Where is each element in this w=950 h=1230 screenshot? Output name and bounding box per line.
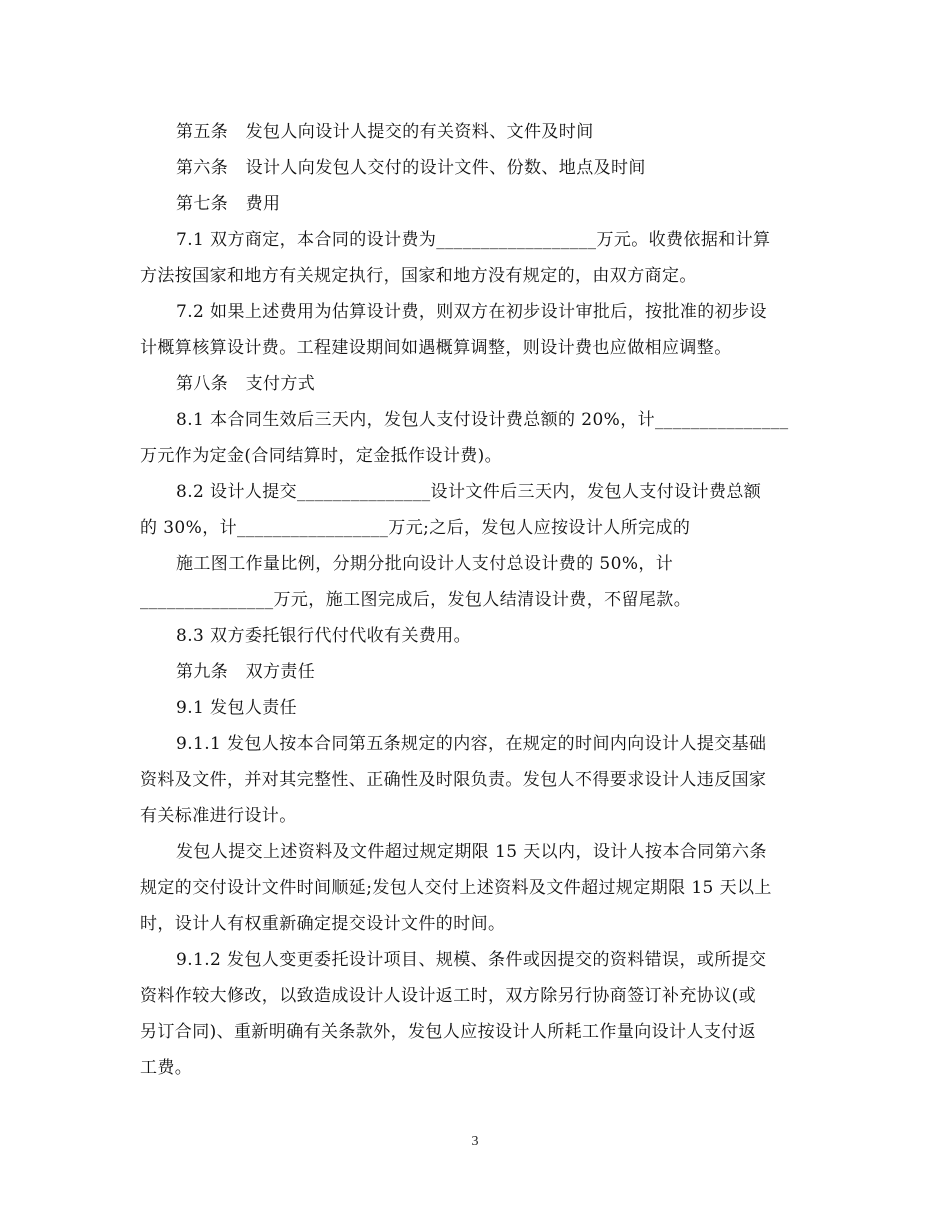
clause-9-1-heading: 9.1 发包人责任 — [176, 698, 298, 718]
paragraph-delay-line-1: 发包人提交上述资料及文件超过规定期限 15 天以内，设计人按本合同第六条 — [176, 842, 767, 862]
clause-7-1-line-1: 7.1 双方商定，本合同的设计费为__________________万元。收费依据和计算 — [176, 230, 771, 250]
clause-8-2-line-2: 的 30%，计_________________万元;之后，发包人应按设计人所完成的 — [140, 518, 691, 538]
clause-9-1-1-line-1: 9.1.1 发包人按本合同第五条规定的内容，在规定的时间内向设计人提交基础 — [176, 734, 767, 754]
document-body — [140, 114, 812, 1086]
article-8-heading: 第八条 支付方式 — [176, 374, 316, 394]
article-7-heading: 第七条 费用 — [176, 194, 281, 214]
clause-9-1-1-line-2: 资料及文件，并对其完整性、正确性及时限负责。发包人不得要求设计人违反国家 — [140, 770, 767, 790]
clause-8-2-line-1: 8.2 设计人提交_______________设计文件后三天内，发包人支付设计费总额 — [176, 482, 762, 502]
clause-8-1-line-2: 万元作为定金(合同结算时，定金抵作设计费)。 — [140, 446, 503, 466]
paragraph-delay-line-2: 规定的交付设计文件时间顺延;发包人交付上述资料及文件超过规定期限 15 天以上 — [140, 878, 772, 898]
clause-8-3: 8.3 双方委托银行代付代收有关费用。 — [176, 626, 472, 646]
clause-8-2-line-3: 施工图工作量比例，分期分批向设计人支付总设计费的 50%，计 — [176, 554, 674, 574]
clause-7-2-line-2: 计概算核算设计费。工程建设期间如遇概算调整，则设计费也应做相应调整。 — [140, 338, 732, 358]
clause-9-1-2-line-2: 资料作较大修改，以致造成设计人设计返工时，双方除另行协商签订补充协议(或 — [140, 986, 757, 1006]
clause-7-2-line-1: 7.2 如果上述费用为估算设计费，则双方在初步设计审批后，按批准的初步设 — [176, 302, 767, 322]
paragraph-delay-line-3: 时，设计人有权重新确定提交设计文件的时间。 — [140, 914, 506, 934]
page-number: 3 — [471, 1134, 479, 1149]
article-9-heading: 第九条 双方责任 — [176, 662, 316, 682]
clause-9-1-2-line-3: 另订合同)、重新明确有关条款外，发包人应按设计人所耗工作量向设计人支付返 — [140, 1022, 757, 1042]
article-5-heading: 第五条 发包人向设计人提交的有关资料、文件及时间 — [176, 122, 594, 142]
clause-7-1-line-2: 方法按国家和地方有关规定执行，国家和地方没有规定的，由双方商定。 — [140, 266, 697, 286]
clause-8-1-line-1: 8.1 本合同生效后三天内，发包人支付设计费总额的 20%，计_______________ — [176, 410, 789, 430]
clause-9-1-2-line-4: 工费。 — [140, 1058, 193, 1078]
clause-9-1-2-line-1: 9.1.2 发包人变更委托设计项目、规模、条件或因提交的资料错误，或所提交 — [176, 950, 767, 970]
clause-9-1-1-line-3: 有关标准进行设计。 — [140, 806, 297, 826]
article-6-heading: 第六条 设计人向发包人交付的设计文件、份数、地点及时间 — [176, 158, 646, 178]
clause-8-2-line-4: _______________万元，施工图完成后，发包人结清设计费，不留尾款。 — [140, 590, 692, 610]
